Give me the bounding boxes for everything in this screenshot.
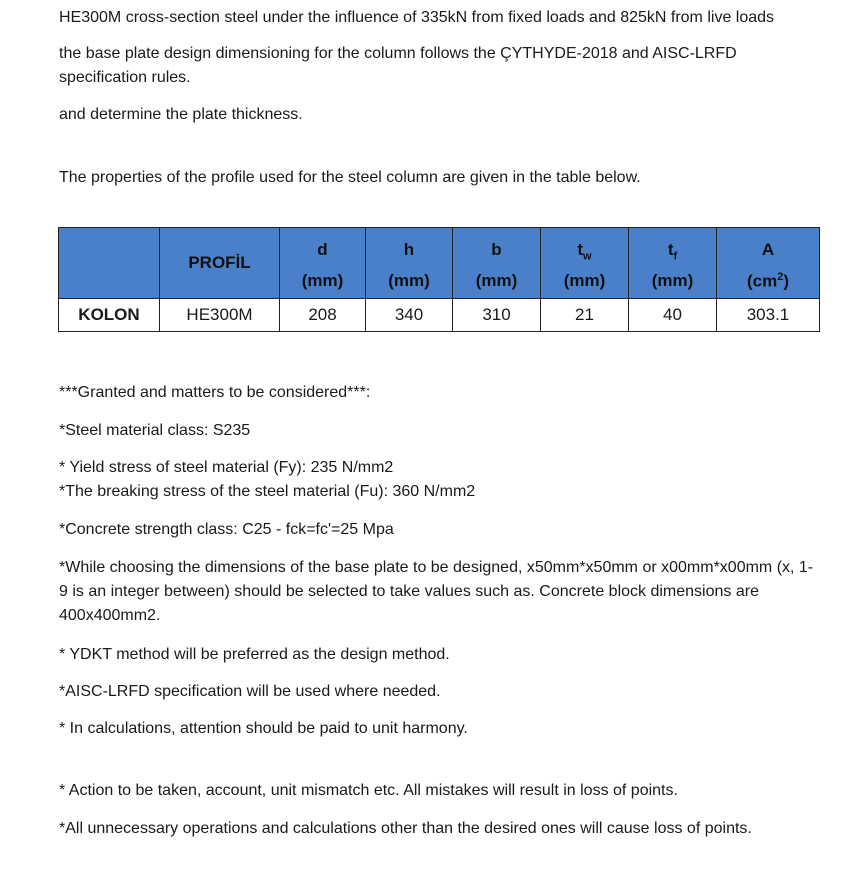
header-unit-b: (mm) (453, 264, 541, 299)
header-symbol-a: A (717, 228, 820, 265)
row-profile: HE300M (160, 299, 280, 332)
table-corner-cell (59, 228, 160, 299)
table-row (59, 299, 820, 332)
note-aisc-spec: *AISC-LRFD specification will be used where needed. (59, 683, 441, 700)
header-unit-d: (mm) (280, 264, 366, 299)
note-concrete-class: *Concrete strength class: C25 - fck=fc'=25 Mpa (59, 521, 394, 538)
header-symbol-b: b (453, 228, 541, 265)
note-yield-stress: * Yield stress of steel material (Fy): 235 N/mm2 (59, 459, 394, 476)
intro-line-1: HE300M cross-section steel under the influence of 335kN from fixed loads and 825kN from live loads (59, 9, 775, 26)
header-unit-h: (mm) (366, 264, 453, 299)
value-tw: 21 (541, 299, 629, 332)
profile-column-header: PROFİL (160, 228, 280, 299)
header-symbol-d: d (280, 228, 366, 265)
table-caption: The properties of the profile used for the steel column are given in the table below. (59, 169, 641, 186)
intro-line-4: and determine the plate thickness. (59, 106, 303, 123)
note-design-method: * YDKT method will be preferred as the design method. (59, 646, 450, 663)
note-penalty-mistakes: * Action to be taken, account, unit mismatch etc. All mistakes will result in loss of points. (59, 782, 678, 799)
intro-line-2: the base plate design dimensioning for the column follows the ÇYTHYDE-2018 and AISC-LRFD (59, 45, 737, 62)
header-symbol-h: h (366, 228, 453, 265)
value-d: 208 (280, 299, 366, 332)
header-unit-tf: (mm) (629, 264, 717, 299)
note-steel-class: *Steel material class: S235 (59, 422, 251, 439)
value-tf: 40 (629, 299, 717, 332)
value-h: 340 (366, 299, 453, 332)
note-unit-harmony: * In calculations, attention should be paid to unit harmony. (59, 720, 468, 737)
profile-properties-table (58, 227, 820, 332)
note-penalty-unnecessary: *All unnecessary operations and calculations other than the desired ones will cause loss of points. (59, 820, 752, 837)
header-symbol-tw: $t_w$ (541, 228, 629, 265)
header-unit-a: $(cm^2)$ (717, 264, 820, 299)
notes-heading: ***Granted and matters to be considered***: (59, 384, 371, 401)
intro-line-3: specification rules. (59, 69, 191, 86)
value-b: 310 (453, 299, 541, 332)
row-label: KOLON (59, 299, 160, 332)
header-unit-tw: (mm) (541, 264, 629, 299)
note-plate-dimensions: *While choosing the dimensions of the base plate to be designed, x50mm*x50mm or x00mm*x00mm (x, 1-9 is an integer between) should be selected to take values such as. Concrete block dimensions are 400x400mm2. (59, 559, 814, 624)
note-breaking-stress: *The breaking stress of the steel material (Fu): 360 N/mm2 (59, 483, 476, 500)
header-symbol-tf: $t_f$ (629, 228, 717, 265)
value-a: 303.1 (717, 299, 820, 332)
